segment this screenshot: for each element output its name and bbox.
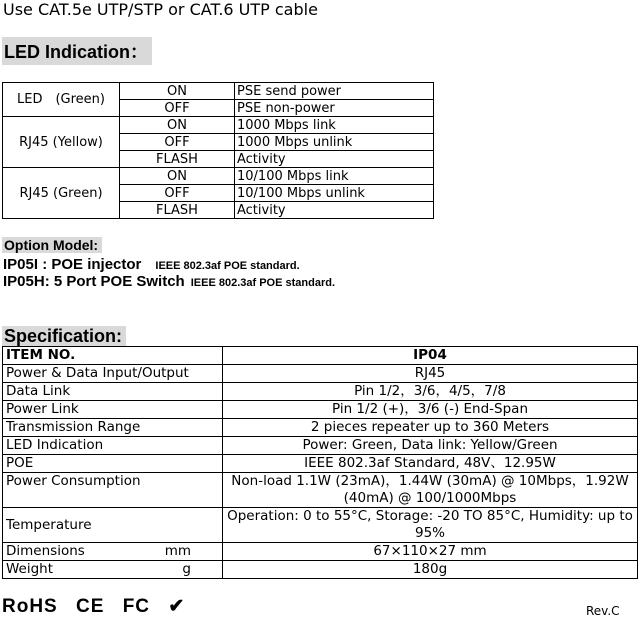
spec-header-item: ITEM NO. <box>3 347 223 365</box>
table-row <box>3 543 638 561</box>
specification-table <box>2 346 638 579</box>
led-desc: Activity <box>235 151 434 168</box>
option-standard: IEEE 802.3af POE standard. <box>190 277 336 289</box>
spec-value: Pin 1/2，3/6，4/5，7/8 <box>223 383 638 401</box>
ce-logo: CE <box>76 596 105 617</box>
specification-heading: Specification: <box>2 326 126 347</box>
spec-item: POE <box>3 455 223 473</box>
spec-item: LED Indication <box>3 437 223 455</box>
led-state: OFF <box>120 134 235 151</box>
led-name: LED (Green) <box>3 83 120 117</box>
spec-value: RJ45 <box>223 365 638 383</box>
spec-item: Power Consumption <box>3 473 223 508</box>
led-state: ON <box>120 83 235 100</box>
spec-item: Power & Data Input/Output <box>3 365 223 383</box>
table-row <box>3 473 638 508</box>
led-state: OFF <box>120 185 235 202</box>
option-model-heading: Option Model: <box>2 237 102 253</box>
table-row <box>3 455 638 473</box>
table-row <box>3 437 638 455</box>
led-state: FLASH <box>120 151 235 168</box>
spec-value: Pin 1/2 (+)，3/6 (-) End-Span <box>223 401 638 419</box>
spec-item: Power Link <box>3 401 223 419</box>
led-desc: PSE non-power <box>235 100 434 117</box>
led-indication-heading: LED Indication： <box>2 37 152 65</box>
spec-value: IEEE 802.3af Standard, 48V、12.95W <box>223 455 638 473</box>
rohs-logo: RoHS <box>2 596 58 617</box>
spec-item-cell <box>3 561 223 579</box>
spec-value: 2 pieces repeater up to 360 Meters <box>223 419 638 437</box>
table-row <box>3 419 638 437</box>
led-desc: 10/100 Mbps unlink <box>235 185 434 202</box>
spec-value: 67×110×27 mm <box>223 543 638 561</box>
led-state: OFF <box>120 100 235 117</box>
spec-value: Operation: 0 to 55°C, Storage: -20 TO 85°C, Humidity: up to 95% <box>223 508 638 543</box>
spec-value: Non-load 1.1W (23mA)，1.44W (30mA) @ 10Mbps，1.92W (40mA) @ 100/1000Mbps <box>223 473 638 508</box>
option-model-name: IP05I : POE injector <box>3 256 142 273</box>
table-row <box>3 508 638 543</box>
revision-label: Rev.C <box>586 604 620 618</box>
spec-value: 180g <box>223 561 638 579</box>
table-row <box>3 365 638 383</box>
spec-item: Data Link <box>3 383 223 401</box>
spec-unit: mm <box>164 543 191 559</box>
spec-item: Dimensions <box>6 543 85 559</box>
spec-item: Weight <box>6 561 54 577</box>
spec-item-cell <box>3 543 223 561</box>
led-state: FLASH <box>120 202 235 219</box>
option-model-name: IP05H: 5 Port POE Switch <box>3 273 185 290</box>
spec-value: Power: Green, Data link: Yellow/Green <box>223 437 638 455</box>
led-indication-table <box>2 82 434 219</box>
option-standard: IEEE 802.3af POE standard. <box>155 260 300 272</box>
option-item <box>3 256 300 274</box>
table-header-row <box>3 347 638 365</box>
led-desc: 10/100 Mbps link <box>235 168 434 185</box>
led-desc: 1000 Mbps unlink <box>235 134 434 151</box>
led-desc: 1000 Mbps link <box>235 117 434 134</box>
table-row <box>3 83 434 100</box>
option-item <box>3 273 335 291</box>
tick-mark-logo: ✔ <box>168 596 186 617</box>
cable-note: Use CAT.5e UTP/STP or CAT.6 UTP cable <box>3 0 318 19</box>
fcc-logo: FC <box>122 596 151 617</box>
table-row <box>3 401 638 419</box>
certification-logos <box>2 595 197 618</box>
spec-item: Temperature <box>3 508 223 543</box>
led-desc: PSE send power <box>235 83 434 100</box>
spec-item: Transmission Range <box>3 419 223 437</box>
spec-header-value: IP04 <box>223 347 638 365</box>
led-state: ON <box>120 117 235 134</box>
table-row <box>3 383 638 401</box>
led-state: ON <box>120 168 235 185</box>
spec-unit: g <box>182 561 191 577</box>
table-row <box>3 117 434 134</box>
table-row <box>3 561 638 579</box>
table-row <box>3 168 434 185</box>
led-name: RJ45 (Yellow) <box>3 117 120 168</box>
led-name: RJ45 (Green) <box>3 168 120 219</box>
led-desc: Activity <box>235 202 434 219</box>
